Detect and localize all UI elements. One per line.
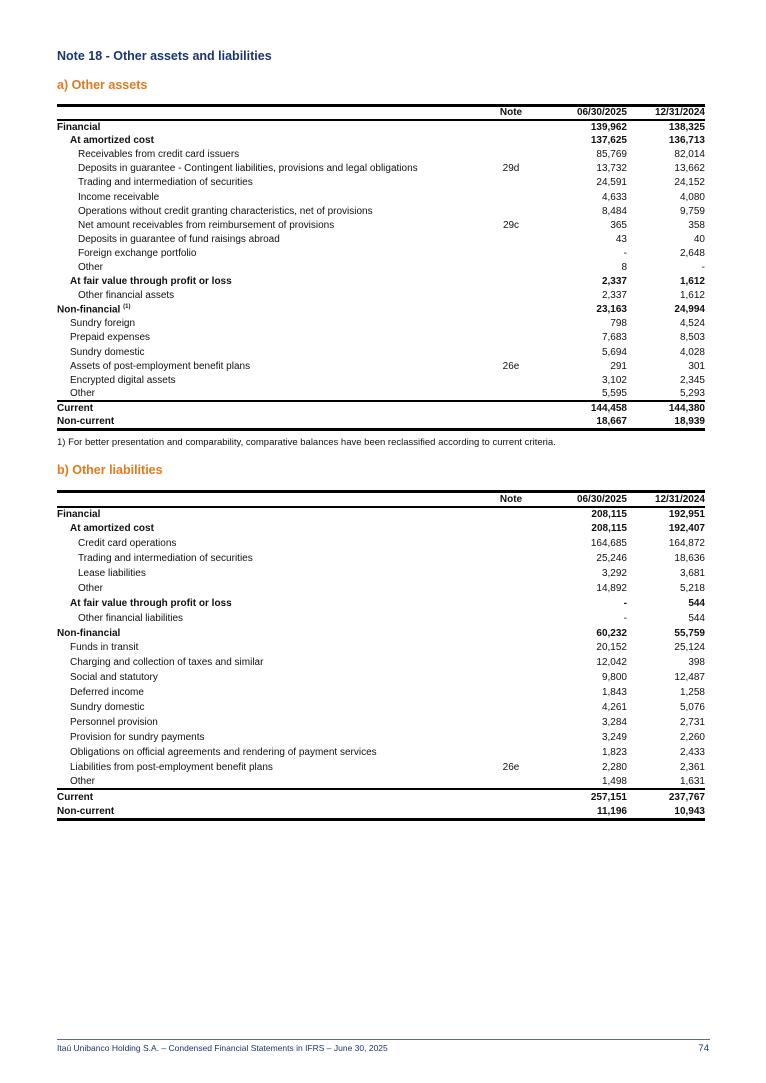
table-row xyxy=(57,148,705,162)
row-label-text: Other xyxy=(78,582,104,594)
row-value-2025: 208,115 xyxy=(591,508,627,520)
row-label-text: Deferred income xyxy=(70,687,144,699)
row-value-2025: 5,694 xyxy=(601,346,627,358)
row-value-2025: 291 xyxy=(610,360,627,372)
row-value-2025: - xyxy=(623,247,627,259)
row-value-2025: 4,261 xyxy=(601,702,627,714)
table-row xyxy=(57,715,705,730)
row-value-2024: 301 xyxy=(688,360,705,372)
row-label-text: Lease liabilities xyxy=(78,568,146,579)
table-row xyxy=(57,789,705,804)
row-label-text: Charging and collection of taxes and similar xyxy=(70,657,264,669)
row-value-2025: 3,284 xyxy=(601,716,627,728)
table-row xyxy=(57,232,705,246)
row-value-2025: 3,249 xyxy=(601,731,627,743)
row-value-2024: 2,731 xyxy=(679,716,705,728)
row-note xyxy=(481,611,541,626)
row-value-2024: 18,636 xyxy=(674,553,705,565)
row-note xyxy=(481,317,541,331)
row-value-2025: 137,625 xyxy=(590,135,627,147)
row-label xyxy=(57,715,481,730)
col-date-1: 06/30/2025 xyxy=(541,106,627,120)
row-value-2025: 9,800 xyxy=(601,672,627,684)
row-value-2024: 144,380 xyxy=(627,401,705,415)
row-note: 26e xyxy=(502,761,520,773)
row-value-2024: 4,028 xyxy=(679,346,705,358)
other-assets-table xyxy=(57,104,705,431)
col-date-1: 06/30/2025 xyxy=(541,492,627,507)
table-row xyxy=(57,190,705,204)
row-label xyxy=(57,401,481,415)
row-value-2024: 40 xyxy=(693,233,705,245)
row-value-2025: 1,843 xyxy=(601,687,627,699)
row-label xyxy=(57,536,481,551)
row-value-2025: 3,292 xyxy=(601,568,627,579)
row-value-2024: 2,345 xyxy=(679,374,705,386)
table-row xyxy=(57,373,705,387)
row-value-2025: 60,232 xyxy=(596,627,627,639)
table-row xyxy=(57,804,705,819)
row-label xyxy=(57,804,481,819)
row-note xyxy=(481,507,541,522)
col-note: Note xyxy=(481,492,541,507)
row-value-2025: 2,337 xyxy=(601,276,627,288)
row-label xyxy=(57,303,481,317)
row-value-2024: 3,681 xyxy=(679,568,705,579)
row-value-2025: 4,633 xyxy=(601,191,627,203)
row-note xyxy=(481,641,541,656)
row-label-text: At amortized cost xyxy=(70,135,154,147)
row-value-2025: 20,152 xyxy=(596,642,627,654)
row-label xyxy=(57,162,481,176)
table-row xyxy=(57,685,705,700)
row-value-2025: 1,498 xyxy=(601,775,627,787)
row-note: 26e xyxy=(502,360,520,372)
note-title: Note 18 - Other assets and liabilities xyxy=(57,49,272,63)
table-row xyxy=(57,670,705,685)
row-label xyxy=(57,670,481,685)
row-value-2024: 10,943 xyxy=(627,804,705,819)
row-note: 29d xyxy=(502,163,520,175)
row-value-2024: 237,767 xyxy=(627,789,705,804)
row-note xyxy=(481,551,541,566)
row-value-2025: 7,683 xyxy=(601,332,627,344)
row-value-2025: 24,591 xyxy=(596,177,627,189)
col-label xyxy=(57,106,481,120)
row-label xyxy=(57,190,481,204)
row-value-2024: 5,076 xyxy=(679,702,705,714)
row-value-2024: 192,407 xyxy=(668,523,705,535)
row-value-2025: 8,484 xyxy=(601,205,627,217)
row-value-2024: 1,631 xyxy=(679,775,705,787)
row-value-2024: 8,503 xyxy=(679,332,705,344)
table-row xyxy=(57,536,705,551)
row-label-text: Other financial liabilities xyxy=(78,612,184,624)
footer-divider xyxy=(57,1039,710,1040)
row-label xyxy=(57,760,481,775)
other-liabilities-table xyxy=(57,490,705,821)
row-label xyxy=(57,775,481,790)
table-row xyxy=(57,275,705,289)
row-note xyxy=(481,670,541,685)
row-label-text: Sundry domestic xyxy=(70,702,145,714)
row-label xyxy=(57,176,481,190)
row-value-2025: 365 xyxy=(610,219,627,231)
row-value-2024: - xyxy=(701,261,705,273)
row-value-2025: 8 xyxy=(621,261,627,273)
row-label-text: Sundry domestic xyxy=(70,346,145,358)
row-label-text: Liabilities from post-employment benefit plans xyxy=(70,761,273,773)
table-row xyxy=(57,176,705,190)
row-value-2024: 24,152 xyxy=(674,177,705,189)
row-value-2024: 2,648 xyxy=(679,247,705,259)
row-value-2024: 55,759 xyxy=(674,627,705,639)
row-value-2024: 12,487 xyxy=(674,672,705,684)
row-label-text: Financial xyxy=(57,121,101,133)
row-note xyxy=(481,775,541,790)
row-label xyxy=(57,120,481,134)
table-row xyxy=(57,317,705,331)
row-value-2025: 14,892 xyxy=(596,582,627,594)
row-label-text: Receivables from credit card issuers xyxy=(78,149,240,161)
row-label xyxy=(57,641,481,656)
row-label xyxy=(57,373,481,387)
table-row xyxy=(57,246,705,260)
table-row xyxy=(57,551,705,566)
col-date-2: 12/31/2024 xyxy=(627,106,705,120)
row-note xyxy=(481,176,541,190)
table-row xyxy=(57,641,705,656)
row-note xyxy=(481,232,541,246)
row-value-2025: 5,595 xyxy=(601,388,627,400)
table-row xyxy=(57,521,705,536)
row-label-text: Sundry foreign xyxy=(70,318,136,330)
row-label-text: Prepaid expenses xyxy=(70,332,151,344)
row-value-2024: 544 xyxy=(688,612,705,624)
table-row xyxy=(57,359,705,373)
row-label-text: Operations without credit granting characteristics, net of provisions xyxy=(78,205,373,217)
row-label-text: Other xyxy=(78,261,104,273)
row-label xyxy=(57,204,481,218)
row-value-2024: 4,080 xyxy=(679,191,705,203)
row-value-2024: 9,759 xyxy=(679,205,705,217)
row-value-2025: 1,823 xyxy=(601,746,627,758)
row-label xyxy=(57,700,481,715)
row-label xyxy=(57,218,481,232)
row-note xyxy=(481,387,541,401)
row-value-2024: 398 xyxy=(688,657,705,669)
table-row xyxy=(57,760,705,775)
row-note: 29c xyxy=(502,219,520,231)
row-note xyxy=(481,521,541,536)
row-value-2024: 358 xyxy=(688,219,705,231)
row-label xyxy=(57,789,481,804)
row-note xyxy=(481,190,541,204)
table-row xyxy=(57,626,705,641)
row-label-text: At fair value through profit or loss xyxy=(70,597,232,609)
row-label-text: Non-current xyxy=(57,805,115,817)
row-label-text: At amortized cost xyxy=(70,523,154,535)
row-label xyxy=(57,260,481,274)
row-note xyxy=(481,275,541,289)
row-note xyxy=(481,401,541,415)
row-note xyxy=(481,655,541,670)
row-value-2025: 25,246 xyxy=(596,553,627,565)
row-value-2025: - xyxy=(623,597,627,609)
row-value-2025: 798 xyxy=(610,318,627,330)
table-row xyxy=(57,775,705,790)
row-value-2024: 2,361 xyxy=(679,761,705,773)
row-value-2025: 13,732 xyxy=(596,163,627,175)
row-value-2024: 138,325 xyxy=(668,121,705,133)
row-label-text: Personnel provision xyxy=(70,716,158,728)
row-label xyxy=(57,317,481,331)
row-label xyxy=(57,655,481,670)
row-value-2025: 257,151 xyxy=(541,789,627,804)
row-value-2025: 85,769 xyxy=(596,149,627,161)
table-row xyxy=(57,387,705,401)
row-label-text: Trading and intermediation of securities xyxy=(78,553,253,565)
row-label xyxy=(57,289,481,303)
row-value-2025: 164,685 xyxy=(590,538,627,550)
row-label-text: Foreign exchange portfolio xyxy=(78,247,197,259)
row-label xyxy=(57,626,481,641)
row-label-text: Encrypted digital assets xyxy=(70,374,176,386)
row-value-2025: 2,337 xyxy=(601,290,627,302)
footnote-marker: (1) xyxy=(123,304,131,311)
row-value-2024: 544 xyxy=(688,597,705,609)
row-value-2024: 2,433 xyxy=(679,746,705,758)
row-value-2025: 43 xyxy=(615,233,627,245)
row-value-2025: 208,115 xyxy=(591,523,627,535)
row-label xyxy=(57,246,481,260)
table-row xyxy=(57,745,705,760)
row-value-2024: 1,612 xyxy=(679,290,705,302)
row-note xyxy=(481,596,541,611)
table-row xyxy=(57,331,705,345)
row-note xyxy=(481,415,541,429)
row-note xyxy=(481,148,541,162)
row-value-2025: 12,042 xyxy=(596,657,627,669)
table-row xyxy=(57,655,705,670)
row-label xyxy=(57,581,481,596)
row-note xyxy=(481,566,541,581)
row-note xyxy=(481,536,541,551)
row-label-text: Deposits in guarantee of fund raisings abroad xyxy=(78,233,280,245)
row-label-text: Social and statutory xyxy=(70,672,158,684)
footer-text: Itaú Unibanco Holding S.A. – Condensed Financial Statements in IFRS – June 30, 2025 xyxy=(57,1043,388,1053)
table-row xyxy=(57,162,705,176)
row-note xyxy=(481,246,541,260)
row-label xyxy=(57,345,481,359)
row-value-2024: 5,293 xyxy=(679,388,705,400)
row-label-text: Non-financial xyxy=(57,304,121,316)
row-note xyxy=(481,260,541,274)
assets-heading: a) Other assets xyxy=(57,78,148,92)
row-note xyxy=(481,730,541,745)
row-label-text: Financial xyxy=(57,508,101,520)
row-note xyxy=(481,204,541,218)
col-date-2: 12/31/2024 xyxy=(627,492,705,507)
row-note xyxy=(481,134,541,148)
row-label-text: Obligations on official agreements and rendering of payment services xyxy=(70,746,377,758)
row-label-text: Funds in transit xyxy=(70,642,139,654)
table-row xyxy=(57,204,705,218)
row-value-2024: 24,994 xyxy=(674,304,705,316)
row-label xyxy=(57,148,481,162)
row-label-text: Assets of post-employment benefit plans xyxy=(70,360,251,372)
row-value-2024: 1,612 xyxy=(679,276,705,288)
row-label xyxy=(57,596,481,611)
table-row xyxy=(57,566,705,581)
row-label-text: Trading and intermediation of securities xyxy=(78,177,253,189)
row-label xyxy=(57,275,481,289)
row-note xyxy=(481,804,541,819)
row-value-2025: 3,102 xyxy=(601,374,627,386)
row-value-2025: 23,163 xyxy=(596,304,627,316)
row-value-2025: 144,458 xyxy=(541,401,627,415)
table-row xyxy=(57,730,705,745)
row-label-text: Net amount receivables from reimbursement of provisions xyxy=(78,219,335,231)
row-label-text: Current xyxy=(57,403,94,415)
row-label xyxy=(57,507,481,522)
table-row xyxy=(57,611,705,626)
row-label xyxy=(57,730,481,745)
table-row xyxy=(57,134,705,148)
col-label xyxy=(57,492,481,507)
table-row xyxy=(57,345,705,359)
table-row xyxy=(57,507,705,522)
table-row xyxy=(57,581,705,596)
row-label-text: Provision for sundry payments xyxy=(70,731,205,743)
row-value-2024: 25,124 xyxy=(674,642,705,654)
table-row xyxy=(57,120,705,134)
row-value-2025: 2,280 xyxy=(601,761,627,773)
row-value-2024: 164,872 xyxy=(668,538,705,550)
row-value-2024: 1,258 xyxy=(679,687,705,699)
footnote: 1) For better presentation and comparability, comparative balances have been reclassified according to current criteria. xyxy=(57,437,556,448)
row-label-text: Non-current xyxy=(57,416,115,428)
row-label xyxy=(57,745,481,760)
row-value-2024: 136,713 xyxy=(668,135,705,147)
row-value-2025: 18,667 xyxy=(541,415,627,429)
row-value-2024: 13,662 xyxy=(674,163,705,175)
row-note xyxy=(481,303,541,317)
table-row xyxy=(57,289,705,303)
table-row xyxy=(57,303,705,317)
row-note xyxy=(481,700,541,715)
row-label xyxy=(57,611,481,626)
row-value-2024: 5,218 xyxy=(679,582,705,594)
page-number: 74 xyxy=(698,1043,709,1054)
row-note xyxy=(481,120,541,134)
row-label-text: Current xyxy=(57,791,94,803)
row-note xyxy=(481,789,541,804)
liabilities-heading: b) Other liabilities xyxy=(57,463,163,477)
row-label-text: Non-financial xyxy=(57,627,121,639)
row-note xyxy=(481,715,541,730)
row-label-text: Deposits in guarantee - Contingent liabilities, provisions and legal obligations xyxy=(78,163,418,175)
row-label-text: Other financial assets xyxy=(78,290,175,302)
row-value-2025: 11,196 xyxy=(541,804,627,819)
row-label xyxy=(57,359,481,373)
table-row xyxy=(57,700,705,715)
table-row xyxy=(57,218,705,232)
row-value-2024: 192,951 xyxy=(668,508,705,520)
row-label-text: Other xyxy=(70,775,96,787)
row-note xyxy=(481,373,541,387)
row-note xyxy=(481,581,541,596)
row-note xyxy=(481,626,541,641)
row-label-text: Other xyxy=(70,388,96,400)
row-label xyxy=(57,232,481,246)
row-note xyxy=(481,345,541,359)
row-value-2024: 82,014 xyxy=(674,149,705,161)
row-label xyxy=(57,415,481,429)
row-label xyxy=(57,685,481,700)
col-note: Note xyxy=(481,106,541,120)
row-value-2024: 18,939 xyxy=(627,415,705,429)
row-label xyxy=(57,134,481,148)
row-label xyxy=(57,387,481,401)
row-label-text: Credit card operations xyxy=(78,538,177,550)
row-label-text: At fair value through profit or loss xyxy=(70,276,232,288)
table-row xyxy=(57,415,705,429)
row-note xyxy=(481,289,541,303)
row-note xyxy=(481,331,541,345)
row-note xyxy=(481,745,541,760)
row-label xyxy=(57,521,481,536)
row-note xyxy=(481,685,541,700)
table-row xyxy=(57,260,705,274)
row-value-2024: 2,260 xyxy=(679,731,705,743)
row-label-text: Income receivable xyxy=(78,191,160,203)
table-row xyxy=(57,401,705,415)
row-label xyxy=(57,566,481,581)
row-value-2025: 139,962 xyxy=(590,121,627,133)
row-label xyxy=(57,551,481,566)
table-row xyxy=(57,596,705,611)
row-value-2025: - xyxy=(623,612,627,624)
row-label xyxy=(57,331,481,345)
row-value-2024: 4,524 xyxy=(679,318,705,330)
